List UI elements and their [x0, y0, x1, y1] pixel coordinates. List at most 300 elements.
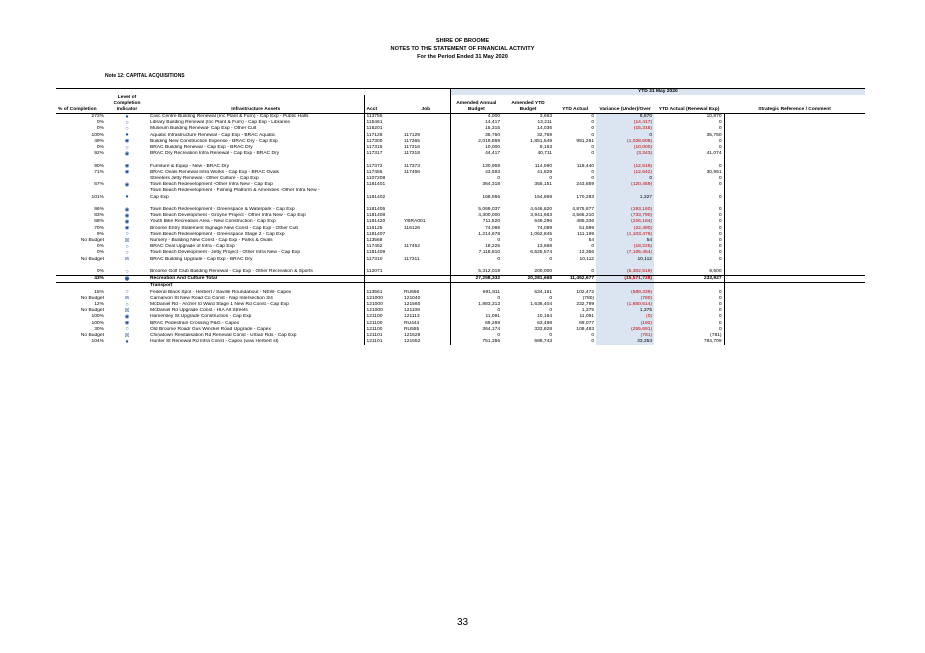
cell-asset: Town Beach Development - Jetty Project - Other Infra New - Cap Exp	[150, 250, 301, 256]
cell-ren: 784,709	[703, 339, 722, 345]
completion-indicator-icon: ◉	[124, 163, 130, 170]
cell-ren: 0	[718, 314, 722, 320]
cell-var: (589,339)	[596, 290, 654, 296]
cell-pct: 70%	[94, 225, 104, 231]
cell-ytda: 0	[591, 145, 595, 151]
cell-var: (0)	[596, 314, 654, 320]
cell-pct: 0%	[96, 244, 104, 250]
cell-ren: 0	[718, 256, 722, 262]
cell-ytda: 10,112	[579, 256, 595, 262]
cell-ytda: 102,472	[576, 289, 595, 295]
cell-acct: 117315	[364, 145, 402, 151]
cell-ren: 0	[718, 244, 722, 250]
cell-var: (22,490)	[596, 226, 654, 232]
completion-indicator-icon: ○	[125, 231, 129, 238]
cell-job	[402, 269, 450, 276]
cell-job: YBRA001	[404, 219, 426, 225]
cell-asset: Recreation And Culture Total	[148, 276, 364, 283]
cell-ren: 0	[718, 145, 722, 151]
cell-ytdb: 0	[549, 308, 553, 314]
cell-asset: Building New Construction Expense - BRAC Dry - Cap Exp	[150, 138, 278, 144]
cell-job	[402, 283, 450, 290]
cell-ytda: 3,566,210	[572, 213, 595, 219]
cell-pct: 100%	[91, 132, 104, 138]
cell-aab: 18,225	[450, 244, 502, 250]
cell-ytdb: 0	[549, 295, 553, 301]
cell-pct: 12%	[94, 302, 104, 308]
cell-ytdb: 6,525,574	[530, 250, 553, 256]
cell-var: (1,103,479)	[596, 232, 654, 238]
cell-acct: 117300	[364, 139, 402, 145]
cell-ren: 0	[718, 302, 722, 308]
cell-aab: 4,000	[450, 114, 502, 121]
completion-indicator-icon: ☒	[124, 308, 130, 314]
cell-asset: Town Beach Redevelopment - Greenspace & Waterpark - Cap Exp	[150, 207, 295, 213]
cell-acct: 1181401	[364, 182, 402, 188]
cell-job: 117365	[404, 138, 420, 144]
cell-var: (12,519)	[596, 164, 654, 170]
cell-job: 117452	[404, 244, 420, 250]
cell-ytdb: 3,663	[539, 114, 553, 119]
cell-acct: 121000	[364, 308, 402, 314]
cell-ytdb: 333,828	[534, 326, 553, 332]
cell-var: (5,302,519)	[596, 269, 654, 276]
cell-var: 10,112	[596, 257, 654, 263]
cell-asset: BRAC Ovals Renewal Infra Works - Cap Exp - BRAC Ovals	[150, 169, 280, 175]
cell-aab: 10,000	[450, 145, 502, 151]
cell-var: (780)	[596, 296, 654, 302]
cell-pct: 43%	[56, 276, 106, 283]
cell-var: (120,459)	[596, 182, 654, 188]
cell-aab: 0	[450, 257, 502, 263]
cell-aab: 751,356	[450, 339, 502, 345]
cell-ytdb: 32,769	[537, 132, 553, 138]
capital-acquisitions-table	[56, 88, 865, 345]
cell-ren: 0	[718, 238, 722, 244]
cell-pct: 100%	[91, 320, 104, 326]
cell-aab: 15,315	[450, 126, 502, 132]
cell-var: 1,375	[596, 308, 654, 314]
cell-ytdb: 200,000	[534, 269, 553, 275]
completion-indicator-icon: ☒	[124, 333, 130, 339]
cell-ytdb: 74,089	[537, 225, 553, 231]
cell-ren: 9,500	[709, 269, 722, 275]
cell-aab: 7,118,810	[450, 250, 502, 256]
cell-ren: 30,951	[706, 169, 722, 175]
completion-indicator-icon: ○	[125, 302, 129, 308]
col-header-indicator: Level of Completion Indicator	[106, 95, 148, 114]
cell-asset: McDaniel Rd Upgrade Const - HIA All Streets	[150, 308, 248, 314]
cell-ytdb: 0	[549, 333, 553, 339]
cell-asset: Chinatown Revitalisation Rd Renewal Const - Urban Rds - Cap Exp	[150, 333, 297, 339]
cell-acct: 113568	[364, 238, 402, 244]
cell-asset: McDaniel Rd - Archer to Ward Stage 1 New Rd Const - Cap Exp	[150, 302, 289, 308]
cell-var: (733,790)	[596, 213, 654, 219]
cell-job: 117373	[404, 163, 420, 169]
cell-var: (12,642)	[596, 170, 654, 176]
cell-var: 0	[596, 133, 654, 139]
cell-var: (15,571,728)	[596, 276, 654, 283]
cell-job: 117318	[404, 151, 420, 157]
cell-ytdb: 41,829	[537, 169, 553, 175]
col-header-job: Job	[402, 95, 450, 114]
cell-ren: 233,927	[654, 276, 724, 283]
cell-acct: 121000	[364, 296, 402, 302]
col-header-ytd-actual: YTD Actual	[554, 95, 596, 114]
cell-acct	[364, 276, 402, 283]
cell-acct: 112071	[364, 269, 402, 276]
completion-indicator-icon: ●	[125, 194, 129, 201]
cell-ren: 0	[718, 320, 722, 326]
cell-ytdb: 1,636,404	[530, 302, 553, 308]
cell-aab: 1,883,313	[450, 302, 502, 308]
cell-acct: 121101	[364, 333, 402, 339]
cell-pct: 104%	[91, 339, 104, 345]
cell-comment	[724, 276, 865, 283]
cell-aab: 69,269	[450, 321, 502, 327]
cell-ytda: 69,077	[579, 320, 595, 326]
cell-ytdb: 40,711	[537, 151, 553, 157]
cell-asset: Youth Bike Recreation Area - New Construction - Cap Exp	[150, 219, 276, 225]
completion-indicator-icon	[106, 283, 148, 290]
cell-asset: Cap Exp	[150, 194, 169, 200]
cell-job: RU555	[404, 326, 420, 332]
completion-indicator-icon: ●	[125, 339, 129, 345]
cell-asset: Town Beach Redevelopment - Fishing Platform & Amenities -Other Infra New -	[150, 188, 320, 194]
cell-pct: 15%	[94, 289, 104, 295]
cell-aab: 0	[450, 176, 502, 182]
cell-ytda: 243,859	[576, 182, 595, 188]
cell-aab: 168,956	[450, 195, 502, 201]
cell-acct: 121100	[364, 314, 402, 320]
cell-pct: 0%	[96, 145, 104, 151]
cell-acct	[364, 283, 402, 290]
cell-var: 33,353	[596, 339, 654, 345]
cell-acct: 1181407	[364, 232, 402, 238]
cell-acct: 121000	[364, 302, 402, 308]
completion-indicator-icon: ◉	[124, 182, 130, 188]
cell-acct: 1181405	[364, 207, 402, 213]
cell-pct: 71%	[94, 169, 104, 175]
cell-var: (193,160)	[596, 207, 654, 213]
cell-asset: BRAC Pedestrain Crossing P&G - Capex	[150, 320, 240, 326]
cell-var: (7,105,454)	[596, 250, 654, 256]
cell-var: (3,343)	[596, 151, 654, 157]
cell-ytda: 11,452,677	[554, 276, 596, 283]
cell-ytdb: 154,869	[534, 194, 553, 200]
cell-aab: 0	[450, 308, 502, 314]
col-header-ytd-budget: Amended YTD Budget	[502, 95, 554, 114]
cell-pct: 92%	[94, 151, 104, 157]
cell-ren: 10,870	[706, 114, 722, 119]
column-header-row	[56, 95, 865, 114]
cell-ytdb: 0	[549, 238, 553, 244]
cell-aab: 691,811	[450, 290, 502, 296]
completion-indicator-icon: ☒	[124, 256, 130, 263]
cell-acct: 121100	[364, 327, 402, 333]
cell-pct: 49%	[94, 138, 104, 144]
cell-job: RU444	[404, 320, 420, 326]
period-label: For the Period Ended 31 May 2020	[417, 54, 508, 60]
cell-pct: 272%	[91, 114, 104, 119]
completion-indicator-icon: ◉	[124, 138, 130, 145]
completion-indicator-icon: ●	[125, 113, 129, 120]
cell-ytda: 118,440	[576, 163, 595, 169]
cell-ytda: 0	[591, 269, 595, 275]
cell-ytda: 232,799	[576, 302, 595, 308]
cell-ren: 0	[718, 289, 722, 295]
col-header-renewal: YTD Actual (Renewal Exp)	[654, 95, 724, 114]
cell-acct: 1181409	[364, 250, 402, 256]
cell-pct: 83%	[94, 213, 104, 219]
cell-var: 54	[596, 238, 654, 244]
cell-job: 117311	[404, 256, 420, 262]
cell-ytda: 54	[588, 238, 595, 244]
cell-asset: Library Building Renewal (Inc Plant & Furn) - Cap Exp - Libraries	[150, 120, 290, 126]
cell-ytda	[554, 283, 596, 290]
cell-comment	[724, 114, 865, 121]
cell-asset: Carnarvon St New Road Co Const - Nap Intersection 3/4	[150, 295, 273, 301]
cell-pct	[56, 283, 106, 290]
cell-var: (1,650,514)	[596, 302, 654, 308]
cell-ytda: 11,091	[579, 314, 595, 320]
cell-asset: Aquatic Infrastructure Renewal - Cap Exp - BRAC Aquatic	[150, 132, 276, 138]
cell-job	[402, 114, 450, 121]
cell-pct: 101%	[91, 194, 104, 200]
cell-asset: BRAC Oval Upgrade of Infra - Cap Exp	[150, 244, 235, 250]
cell-ytdb: 13,668	[537, 244, 553, 250]
cell-job: 117456	[404, 169, 420, 175]
cell-ren: 0	[718, 138, 722, 144]
cell-ytda: 0	[591, 339, 595, 345]
cell-ytda: 0	[591, 132, 595, 138]
cell-pct: No Budget	[80, 308, 104, 314]
completion-indicator-icon: ◉	[124, 320, 130, 327]
cell-acct: 117310	[364, 257, 402, 263]
cell-aab: 27,258,332	[450, 276, 502, 283]
cell-ytda: (780)	[582, 295, 595, 301]
cell-ytdb: 1,851,549	[530, 138, 553, 144]
cell-job: RU666	[404, 289, 420, 295]
col-header-variance: Variance (Under)/Over	[596, 95, 654, 114]
cell-asset: Civic Centre Building Renewal (Inc Plant & Furn) - Cap Exp - Public Halls	[150, 114, 309, 119]
cell-asset: Town Beach Development - Groyne Project - Other Infra New - Cap Exp	[150, 213, 306, 219]
cell-var: (226,184)	[596, 219, 654, 225]
cell-aab: 0	[450, 296, 502, 302]
cell-ytdb	[502, 283, 554, 290]
cell-ytdb: 63,498	[537, 320, 553, 326]
cell-acct: 113755	[364, 114, 402, 121]
cell-pct: 0%	[96, 126, 104, 132]
cell-ren: 0	[718, 308, 722, 314]
cell-ytda: 108,483	[576, 326, 595, 332]
ytd-banner: YTD 31 May 2020	[450, 89, 865, 96]
cell-pct: 90%	[94, 163, 104, 169]
cell-var: (1,028,608)	[596, 139, 654, 145]
cell-pct: 9%	[96, 231, 104, 237]
cell-asset: Furniture & Equip - New - BRAC Dry	[150, 163, 230, 169]
cell-aab: 364,318	[450, 182, 502, 188]
completion-indicator-icon: ◉	[124, 213, 130, 219]
cell-ren: 0	[718, 182, 722, 188]
completion-indicator-icon: ○	[125, 289, 129, 296]
col-header-asset: Infrastructure Assets	[148, 95, 364, 114]
cell-acct: 1181420	[364, 219, 402, 225]
cell-aab: 364,174	[450, 327, 502, 333]
cell-acct: 115461	[364, 120, 402, 126]
cell-ren: 0	[718, 207, 722, 213]
cell-acct: 113561	[364, 290, 402, 296]
cell-pct: 67%	[94, 182, 104, 188]
cell-pct: 0%	[96, 269, 104, 275]
table-row	[56, 269, 865, 276]
completion-indicator-icon: ☒	[124, 238, 130, 244]
cell-asset: Broome Golf Club Building Renewal - Cap Exp - Other Recreation & Sports	[150, 269, 313, 275]
cell-acct: 117452	[364, 244, 402, 250]
cell-aab: 2,019,869	[450, 139, 502, 145]
cell-pct: 100%	[91, 314, 104, 320]
col-header-annual-budget: Amended Annual Budget	[450, 95, 502, 114]
cell-aab: 44,417	[450, 151, 502, 157]
cell-aab: 11,091	[450, 314, 502, 320]
cell-aab: 5,312,019	[450, 269, 502, 276]
cell-aab: 74,089	[450, 226, 502, 232]
table-row	[56, 114, 865, 121]
cell-ytda: 0	[591, 114, 595, 119]
cell-pct: 68%	[94, 219, 104, 225]
cell-ren: 0	[718, 194, 722, 200]
cell-ytdb: 649,296	[534, 219, 553, 225]
cell-ren: 41,074	[706, 151, 722, 157]
note-title: Note 12: CAPITAL ACQUISITIONS	[105, 73, 185, 79]
cell-pct: No Budget	[80, 295, 104, 301]
cell-acct: 117128	[364, 133, 402, 139]
cell-aab: 35,750	[450, 133, 502, 139]
cell-acct: 116125	[364, 226, 402, 232]
completion-indicator-icon: ◉	[124, 314, 130, 321]
cell-ren: 0	[718, 250, 722, 256]
cell-comment	[724, 283, 865, 290]
cell-comment	[724, 339, 865, 345]
cell-job: 121108	[404, 308, 420, 314]
cell-ytda: 0	[591, 151, 595, 157]
completion-indicator-icon: ☒	[124, 295, 130, 302]
cell-aab: 711,520	[450, 219, 502, 225]
cell-acct: 117317	[364, 151, 402, 157]
page-number: 33	[456, 617, 469, 628]
completion-indicator-icon: ○	[125, 120, 129, 126]
cell-ytdb: 114,590	[534, 163, 553, 169]
cell-acct: 117372	[364, 164, 402, 170]
completion-indicator-icon: ○	[125, 126, 129, 132]
cell-var	[596, 283, 654, 290]
cell-ytdb: 10,164	[537, 314, 553, 320]
cell-ren: 0	[718, 295, 722, 301]
cell-ytdb: 688,743	[534, 339, 553, 345]
completion-indicator-icon: ◉	[124, 151, 130, 157]
cell-ytdb: 634,161	[534, 289, 553, 295]
cell-acct: 117455	[364, 170, 402, 176]
completion-indicator-icon: ◉	[124, 169, 130, 176]
completion-indicator-icon: ○	[125, 269, 129, 275]
cell-acct: 116201	[364, 126, 402, 132]
cell-asset: Federal Black Spot - Herbert / Saville Roundabout - NEW- Capex	[150, 289, 292, 295]
cell-aab	[450, 283, 502, 290]
cell-ytda: 4,875,877	[572, 207, 595, 213]
cell-aab: 0	[450, 333, 502, 339]
completion-indicator-icon: ◉	[124, 219, 130, 226]
cell-ytda: 0	[591, 176, 595, 182]
completion-indicator-icon: ○	[125, 250, 129, 257]
cell-ren: 0	[718, 231, 722, 237]
cell-ytdb: 9,163	[539, 145, 553, 151]
cell-aab: 130,959	[450, 164, 502, 170]
cell-pct: 30%	[94, 326, 104, 332]
cell-ytdb: 0	[549, 176, 553, 182]
cell-ytdb: 14,036	[537, 126, 553, 132]
cell-acct: 121100	[364, 321, 402, 327]
cell-ren: 0	[718, 176, 722, 182]
cell-var: (15,315)	[596, 126, 654, 132]
cell-var: (14,417)	[596, 120, 654, 126]
cell-asset: BRAC Building Renewal - Cap Exp - BRAC Dry	[150, 145, 253, 151]
cell-ytdb: 4,646,620	[530, 207, 553, 213]
cell-asset: Transport	[150, 283, 173, 289]
completion-indicator-icon: ○	[125, 244, 129, 250]
cell-ytdb: 1,062,845	[530, 231, 553, 237]
cell-ytdb: 3,941,663	[530, 213, 553, 219]
cell-ren: 0	[718, 225, 722, 231]
cell-var: 6,870	[596, 114, 654, 121]
cell-var: (10,000)	[596, 145, 654, 151]
cell-ytda: 485,336	[576, 219, 595, 225]
cell-ren: 0	[718, 163, 722, 169]
cell-job	[402, 276, 450, 283]
cell-ren: 0	[718, 120, 722, 126]
cell-asset: Hunter St Renewal Rd Infra Const - Capex (was Herbert st)	[150, 339, 279, 345]
cell-var: 1,327	[596, 195, 654, 201]
table-row	[56, 339, 865, 345]
completion-indicator-icon: ◉	[124, 225, 130, 232]
cell-pct: No Budget	[80, 256, 104, 262]
cell-ytda: 13,356	[579, 250, 595, 256]
cell-ren	[654, 283, 724, 290]
cell-job: 121552	[404, 339, 421, 345]
completion-indicator-icon: ◉	[106, 276, 148, 283]
completion-indicator-icon: ○	[125, 326, 129, 333]
cell-job: 121040	[404, 295, 421, 301]
cell-ytda: 170,283	[576, 194, 595, 200]
cell-ytda: 1,375	[581, 308, 595, 314]
cell-ytda: 991,261	[576, 138, 595, 144]
cell-acct: 1181402	[364, 195, 402, 201]
cell-job: 121528	[404, 333, 421, 339]
cell-acct: 1107208	[364, 176, 402, 182]
cell-job: 121560	[404, 302, 421, 308]
completion-indicator-icon: ◉	[124, 207, 130, 213]
table-body	[56, 114, 865, 346]
col-header-completion: % of Completion	[56, 95, 106, 114]
cell-asset: Streeters Jetty Renewal - Other Culture - Cap Exp	[150, 176, 259, 182]
cell-var: 0	[596, 176, 654, 182]
cell-aab: 4,300,000	[450, 213, 502, 219]
cell-acct: 121101	[364, 339, 402, 345]
statement-title: NOTES TO THE STATEMENT OF FINANCIAL ACTIVITY	[390, 46, 535, 52]
cell-ytda: 111,199	[577, 231, 595, 237]
cell-ytda: 0	[591, 169, 595, 175]
cell-job: 117129	[404, 132, 420, 138]
cell-ren: 0	[718, 326, 722, 332]
